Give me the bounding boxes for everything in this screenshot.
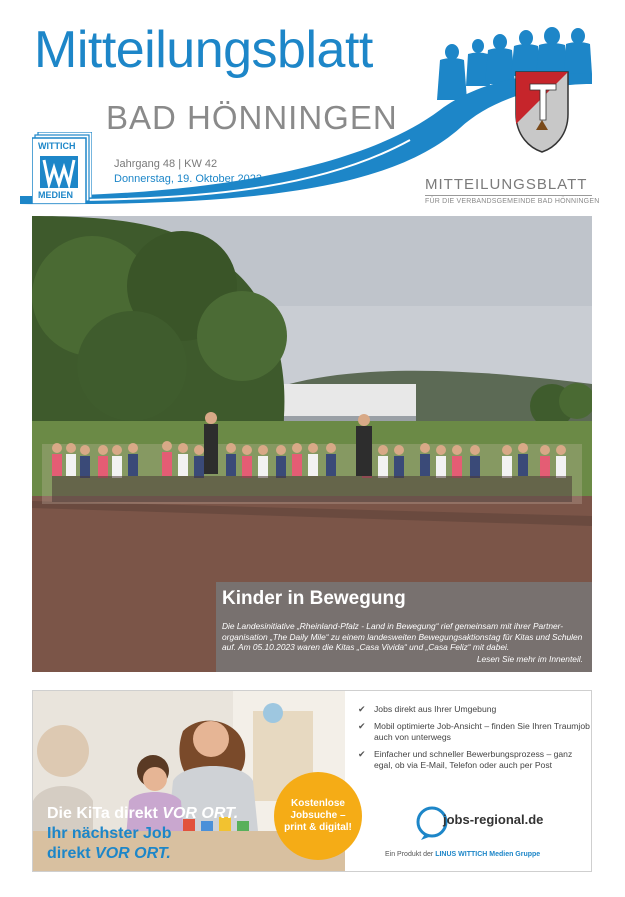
list-item: ✔ Mobil optimierte Job-Ansicht – finden Sie Ihren Traumjob auch von unterwegs (358, 721, 590, 742)
masthead-title: Mitteilungsblatt (34, 21, 373, 79)
ad-headline-line1-b: VOR ORT. (162, 805, 239, 822)
ad-product-line (385, 851, 540, 858)
caption-title: Kinder in Bewegung (222, 588, 406, 609)
caption-text: Die Landesinitiative „Rheinland-Pfalz - Land in Bewegung“ rief gemeinsam mit ihrer Partner-organisation „The Daily Mile“ zu einem landesweiten Bewegungsaktionstag für Kitas und Schulen auf. Am 05.10.2023 waren die Kitas „Casa Vivida“ und „Casa Feliz“ mit dabei. (222, 621, 583, 653)
check-icon: ✔ (358, 704, 366, 714)
badge-line-2: Jobsuche – (290, 810, 346, 821)
badge-line-3: print & digital! (284, 822, 352, 833)
ad-headline-line1-a: Die KiTa direkt (47, 805, 163, 822)
wittich-logo-top-text: WITTICH (38, 141, 76, 151)
ad-headline-line2: Ihr nächster Job (47, 825, 172, 842)
ad-product-prefix: Ein Produkt der (385, 851, 436, 858)
vg-rule (425, 195, 592, 196)
check-icon: ✔ (358, 721, 366, 731)
ad-headline-line3-a: direkt (47, 845, 96, 862)
jobs-regional-logo-text[interactable]: jobs-regional.de (443, 812, 544, 827)
masthead-subtitle: BAD HÖNNINGEN (106, 99, 398, 136)
coat-of-arms (516, 72, 568, 152)
free-jobsearch-badge (274, 772, 362, 860)
ad-benefits-list (358, 704, 590, 777)
ad-product-brand: LINUS WITTICH Medien Gruppe (435, 851, 541, 858)
vg-subtitle: FÜR DIE VERBANDSGEMEINDE BAD HÖNNINGEN (425, 198, 600, 205)
date-line: Donnerstag, 19. Oktober 2023 (114, 173, 262, 185)
caption-read-more: Lesen Sie mehr im Innenteil. (476, 654, 583, 664)
list-item: ✔ Jobs direkt aus Ihrer Umgebung (358, 704, 497, 714)
check-icon: ✔ (358, 749, 366, 759)
badge-line-1: Kostenlose (291, 798, 345, 809)
ad-headline-line3-b: VOR ORT. (95, 845, 171, 862)
list-item: ✔ Einfacher und schneller Bewerbungsprozess – ganz egal, ob via E-Mail, Telefon oder auch per Post (358, 749, 573, 770)
issue-line: Jahrgang 48 | KW 42 (114, 158, 218, 170)
wittich-logo-bottom-text: MEDIEN (38, 190, 74, 200)
vg-title: MITTEILUNGSBLATT (425, 176, 588, 193)
ad-headline (47, 804, 238, 864)
